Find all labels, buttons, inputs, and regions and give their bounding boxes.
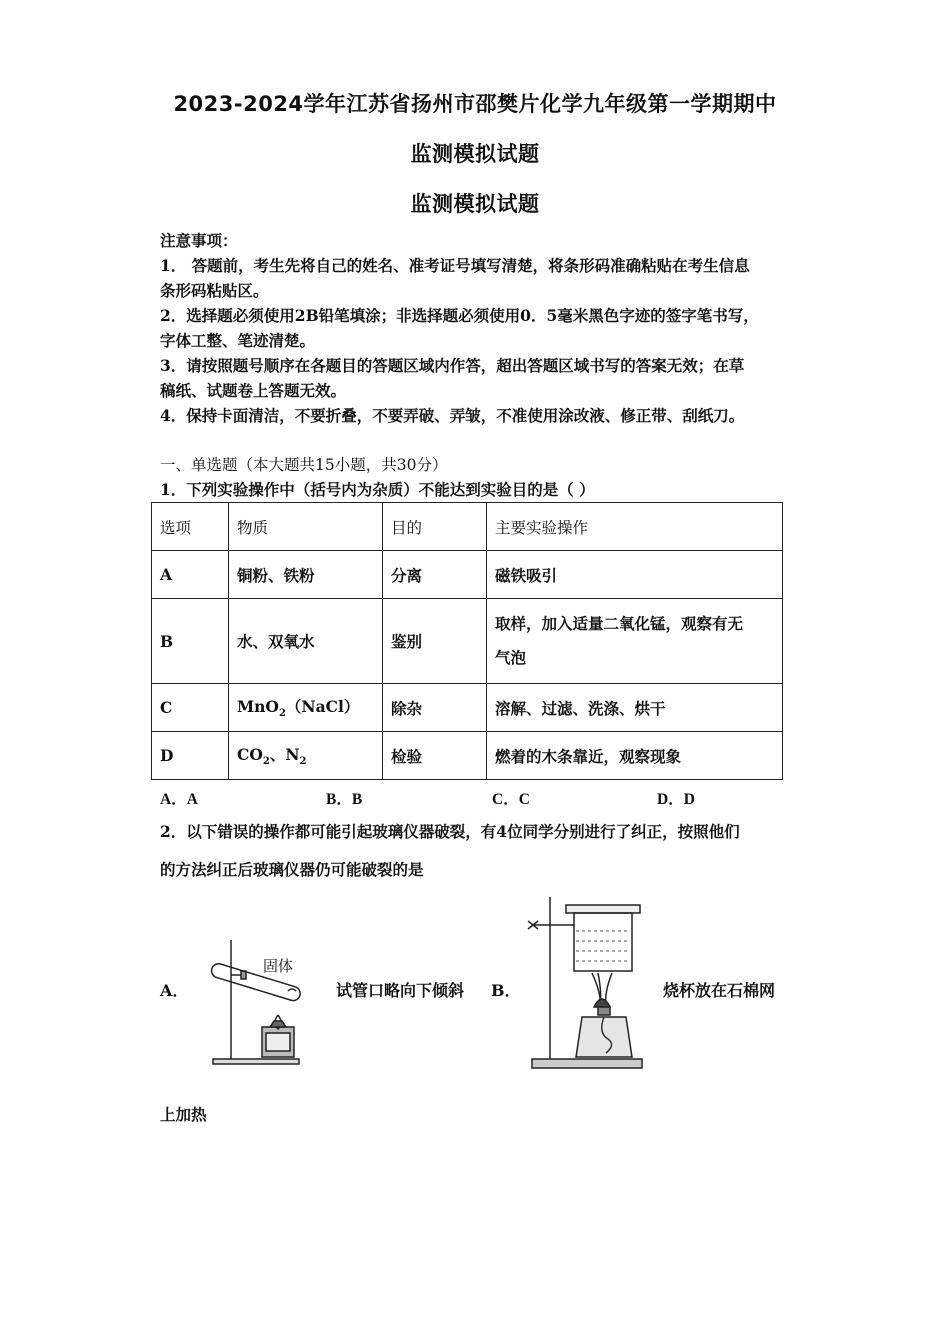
row-c-purpose: 除杂 xyxy=(383,684,487,732)
q1-choice-b: B．B xyxy=(326,791,363,808)
row-b-operation-line2: 气泡 xyxy=(495,648,527,667)
q2-continuation: 上加热 xyxy=(160,1105,207,1124)
q2-option-a-label: A． xyxy=(160,981,189,1000)
header-purpose: 目的 xyxy=(383,503,487,551)
row-d-formula-a: CO xyxy=(237,745,263,765)
q2-stem-line2: 的方法纠正后玻璃仪器仍可能破裂的是 xyxy=(160,860,424,879)
row-d-purpose: 检验 xyxy=(383,732,487,780)
row-a-operation: 磁铁吸引 xyxy=(487,551,783,599)
notice-item-1-cont: 条形码粘贴区。 xyxy=(160,281,269,300)
figure-a-solid-label: 固体 xyxy=(263,957,294,975)
q1-table xyxy=(151,502,783,780)
row-c-operation: 溶解、过滤、洗涤、烘干 xyxy=(487,684,783,732)
row-d-sep: 、N xyxy=(269,745,300,765)
doc-title-line3: 监测模拟试题 xyxy=(410,192,540,216)
row-a-purpose: 分离 xyxy=(383,551,487,599)
notice-item-3: 3．请按照题号顺序在各题目的答题区域内作答，超出答题区域书写的答案无效；在草 xyxy=(160,356,745,375)
table-row xyxy=(152,684,783,732)
row-b-purpose: 鉴别 xyxy=(383,599,487,684)
row-c-substance xyxy=(229,684,383,732)
header-substance: 物质 xyxy=(229,503,383,551)
row-b-option: B xyxy=(152,599,229,684)
notice-item-4: 4．保持卡面清洁，不要折叠，不要弄破、弄皱，不准使用涂改液、修正带、刮纸刀。 xyxy=(160,406,745,425)
doc-title-line1: 2023-2024学年江苏省扬州市邵樊片化学九年级第一学期期中 xyxy=(173,92,777,116)
q1-choice-c: C．C xyxy=(492,791,530,808)
notice-item-2-cont: 字体工整、笔迹清楚。 xyxy=(160,331,316,350)
row-c-impurity: （NaCl） xyxy=(285,697,360,717)
header-option: 选项 xyxy=(152,503,229,551)
row-a-substance: 铜粉、铁粉 xyxy=(229,551,383,599)
figure-b-beaker-heating xyxy=(522,893,652,1073)
notice-item-2: 2．选择题必须使用2B铅笔填涂；非选择题必须使用0．5毫米黑色字迹的签字笔书写， xyxy=(160,306,759,325)
figure-a-test-tube-heating xyxy=(195,935,315,1070)
row-c-subscript: 2 xyxy=(278,708,286,720)
row-d-option: D xyxy=(152,732,229,780)
q2-option-a-text: 试管口略向下倾斜 xyxy=(336,981,465,1000)
q2-option-b-text: 烧杯放在石棉网 xyxy=(663,981,776,1000)
header-operation: 主要实验操作 xyxy=(487,503,783,551)
row-c-option: C xyxy=(152,684,229,732)
row-b-substance: 水、双氧水 xyxy=(229,599,383,684)
table-row xyxy=(152,732,783,780)
notice-heading: 注意事项： xyxy=(160,231,238,250)
q1-choice-d: D．D xyxy=(657,791,695,808)
row-a-option: A xyxy=(152,551,229,599)
row-d-sub-b: 2 xyxy=(299,756,307,768)
notice-item-1: 1． 答题前，考生先将自己的姓名、准考证号填写清楚，将条形码准确粘贴在考生信息 xyxy=(160,256,750,275)
section-heading: 一、单选题（本大题共15小题，共30分） xyxy=(160,456,448,474)
row-d-substance xyxy=(229,732,383,780)
notice-item-3-cont: 稿纸、试题卷上答题无效。 xyxy=(160,381,347,400)
table-row xyxy=(152,551,783,599)
q2-stem-line1: 2．以下错误的操作都可能引起玻璃仪器破裂，有4位同学分别进行了纠正，按照他们 xyxy=(160,822,740,841)
row-b-operation xyxy=(487,599,783,684)
q1-stem: 1．下列实验操作中（括号内为杂质）不能达到实验目的是（ ） xyxy=(160,480,595,499)
q1-choice-a: A．A xyxy=(160,791,198,808)
row-d-operation: 燃着的木条靠近，观察现象 xyxy=(487,732,783,780)
doc-title-line2: 监测模拟试题 xyxy=(410,142,540,166)
table-row xyxy=(152,599,783,684)
row-b-operation-line1: 取样，加入适量二氧化锰，观察有无 xyxy=(495,614,744,633)
row-d-sub-a: 2 xyxy=(262,756,270,768)
q2-option-b-label: B． xyxy=(491,981,521,1000)
table-header-row xyxy=(152,503,783,551)
row-c-formula: MnO xyxy=(237,697,279,717)
